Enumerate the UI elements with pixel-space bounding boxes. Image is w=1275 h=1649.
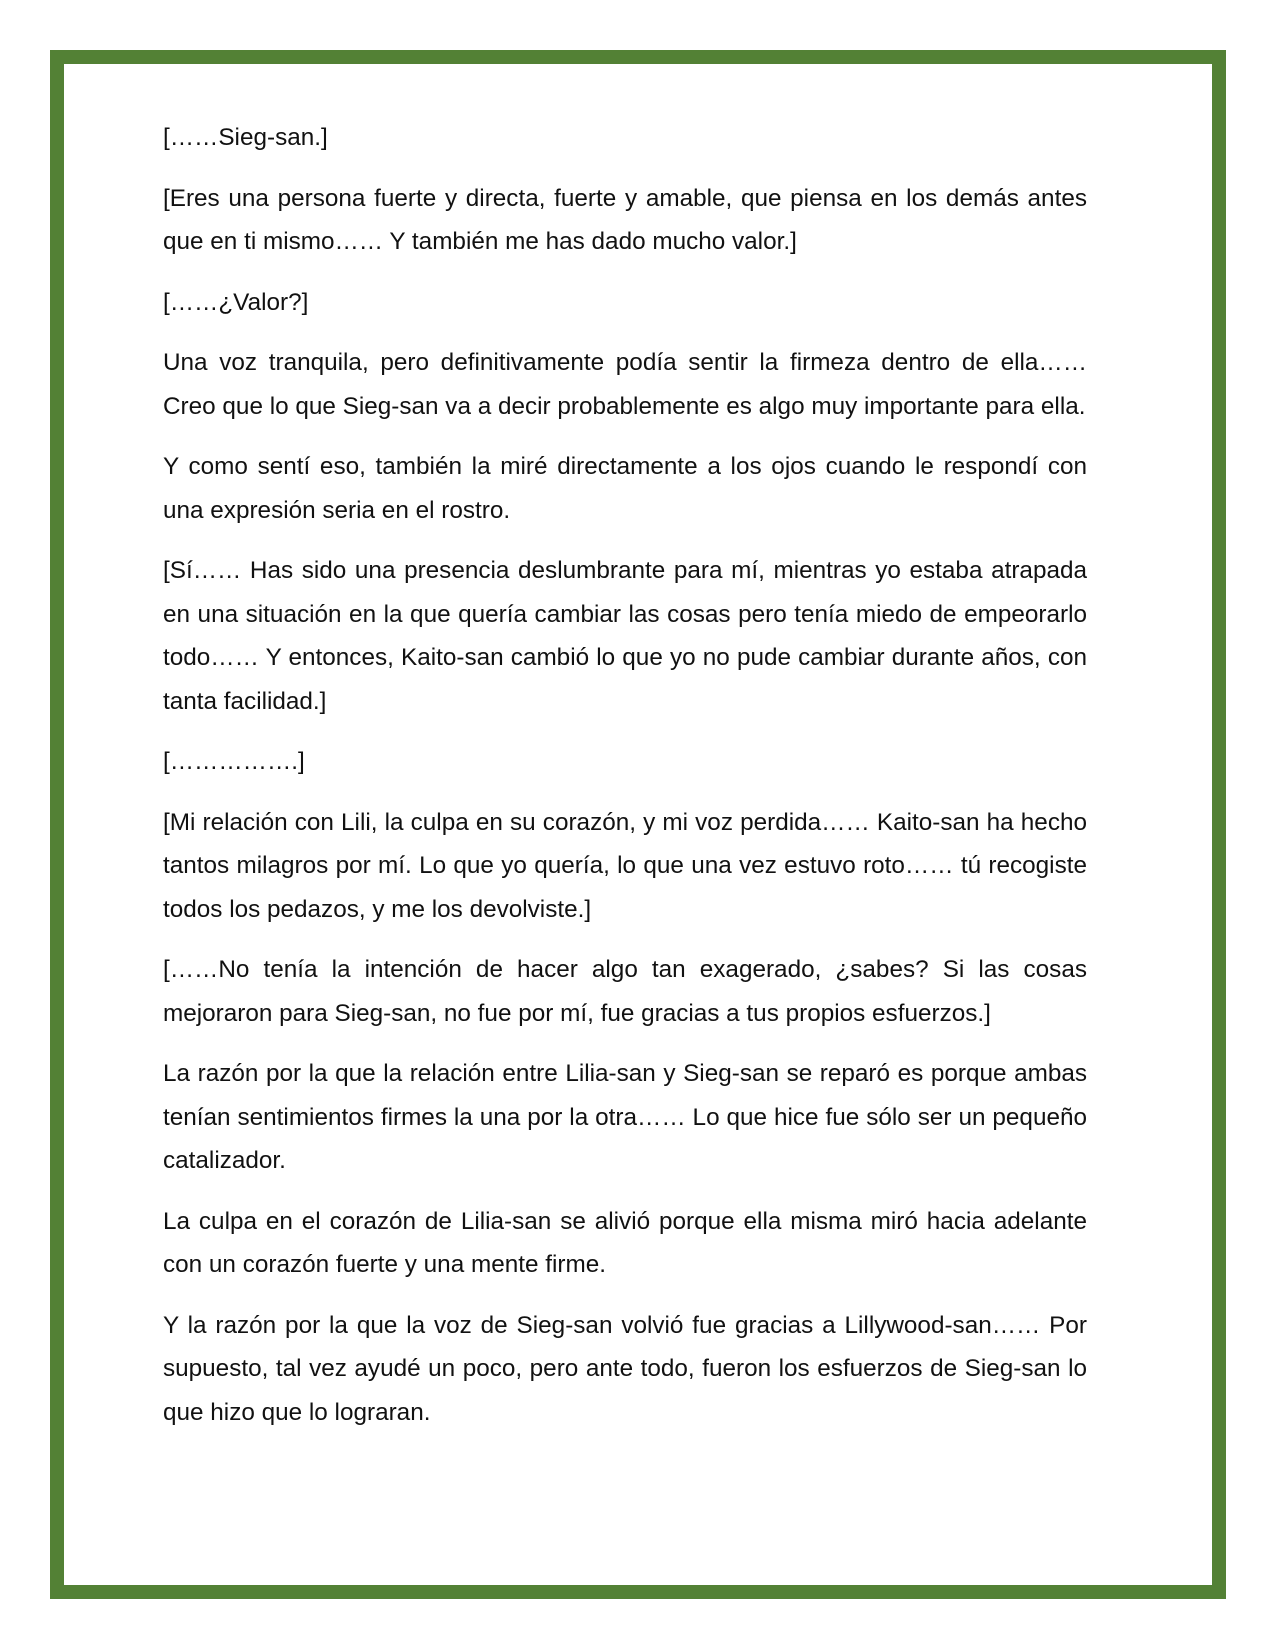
paragraph: [……Sieg-san.] [163, 124, 328, 151]
document-body [163, 116, 1087, 1451]
paragraph: [Sí…… Has sido una presencia deslumbrante para mí, mientras yo estaba atrapada en una situación en la que quería cambiar las cosas pero tenía miedo de empeorarlo todo…… Y entonces, Kaito-san cambió lo que yo no pude cambiar durante años, con tanta facilidad.] [163, 557, 1087, 715]
paragraph: Y como sentí eso, también la miré directamente a los ojos cuando le respondí con una expresión seria en el rostro. [163, 453, 1087, 524]
paragraph: [Eres una persona fuerte y directa, fuerte y amable, que piensa en los demás antes que en ti mismo…… Y también me has dado mucho valor.] [163, 184, 1087, 255]
paragraph: La razón por la que la relación entre Lilia-san y Sieg-san se reparó es porque ambas tenían sentimientos firmes la una por la otra…… Lo que hice fue sólo ser un pequeño catalizador. [163, 1060, 1087, 1174]
paragraph: La culpa en el corazón de Lilia-san se alivió porque ella misma miró hacia adelante con un corazón fuerte y una mente firme. [163, 1207, 1087, 1278]
paragraph: […………….] [163, 748, 305, 775]
paragraph: Una voz tranquila, pero definitivamente podía sentir la firmeza dentro de ella…… Creo que lo que Sieg-san va a decir probablemente es algo muy importante para ella. [163, 349, 1087, 420]
paragraph: [……¿Valor?] [163, 288, 309, 316]
paragraph: Y la razón por la que la voz de Sieg-san volvió fue gracias a Lillywood-san…… Por supuesto, tal vez ayudé un poco, pero ante todo, fueron los esfuerzos de Sieg-san lo que hizo que lo lograran. [163, 1311, 1087, 1426]
paragraph: [Mi relación con Lili, la culpa en su corazón, y mi voz perdida…… Kaito-san ha hecho tantos milagros por mí. Lo que yo quería, lo que una vez estuvo roto…… tú recogiste todos los pedazos, y me los devolviste.] [163, 808, 1087, 923]
paragraph: [……No tenía la intención de hacer algo tan exagerado, ¿sabes? Si las cosas mejoraron para Sieg-san, no fue por mí, fue gracias a tus propios esfuerzos.] [163, 956, 1087, 1027]
